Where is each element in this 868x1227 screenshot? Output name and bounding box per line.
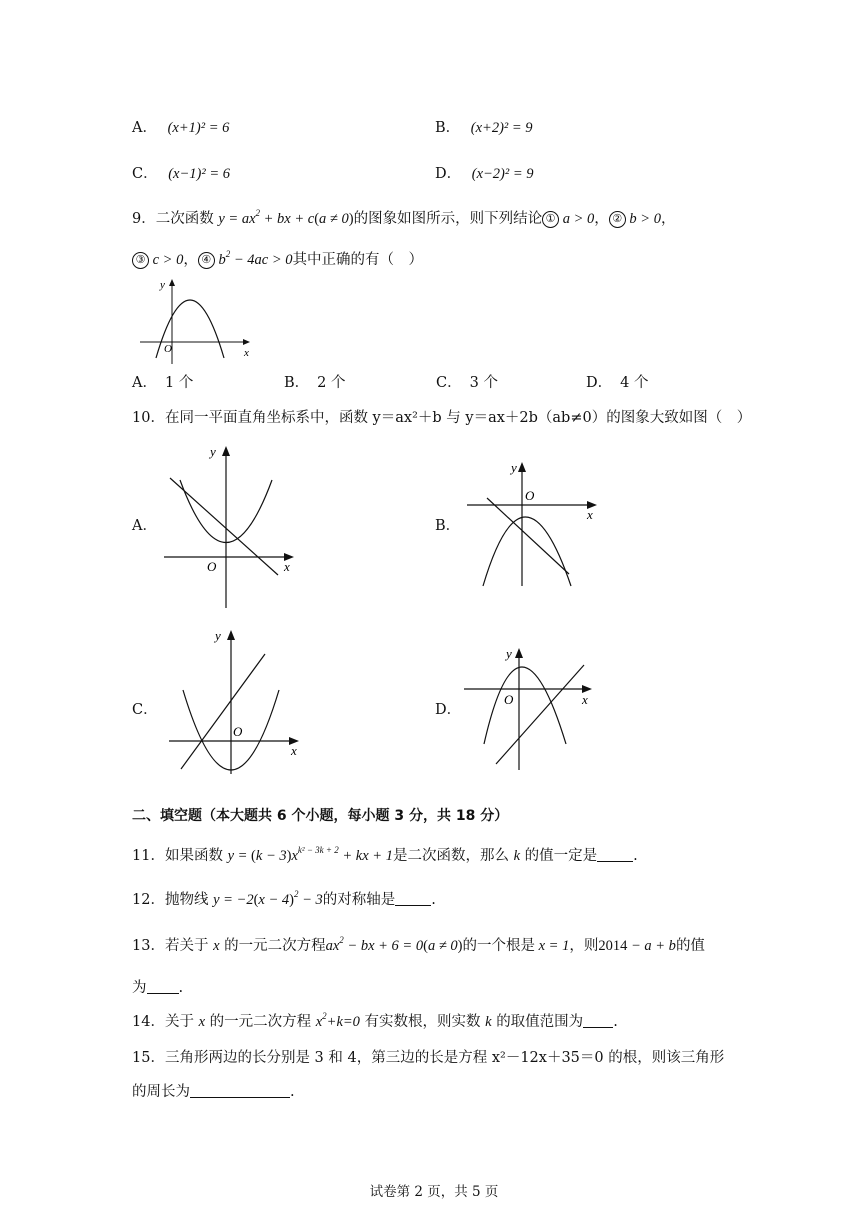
- q10-question: 10．在同一平面直角坐标系中，函数 y＝ax²＋b 与 y＝ax＋2b（ab≠0）的图象大致如图（ ）: [132, 410, 752, 426]
- q12-parabola-expression: $y = -2(x - 4)^2 - 3$: [213, 889, 323, 908]
- svg-text:y: y: [506, 646, 512, 661]
- svg-text:y: y: [215, 628, 221, 643]
- q12-answer-blank[interactable]: [395, 891, 431, 906]
- q8-option-d: D． (x−2)² = 9: [435, 166, 534, 182]
- q9-option-b: B． 2 个: [284, 375, 346, 391]
- q9-x-arrow: [243, 339, 250, 345]
- q9-option-d: D． 4 个: [586, 375, 649, 391]
- q14-question: 14．关于 x 的一元二次方程 $x^2+k=0$ 有实数根，则实数 k 的取值范围为 .: [132, 1011, 618, 1030]
- q15-answer-blank[interactable]: [190, 1083, 290, 1098]
- svg-text:x: x: [582, 692, 588, 707]
- svg-text:x: x: [291, 743, 297, 758]
- q9-function-expression: $y = ax^2$ + bx + c(a ≠ 0): [218, 208, 354, 227]
- q8-option-b: B． (x+2)² = 9: [435, 120, 533, 136]
- q10-graph-b: [465, 456, 600, 591]
- q8-option-d-equation: (x−2)² = 9: [471, 166, 534, 182]
- q9-circled-2: ②: [609, 211, 626, 228]
- q9-circled-3: ③: [132, 252, 149, 269]
- q10-text: 在同一平面直角坐标系中，函数 y＝ax²＋b 与 y＝ax＋2b（ab≠0）的图象大致如图（ ）: [164, 410, 752, 426]
- q9-parabola-graph: [138, 276, 258, 366]
- q9-option-c: C． 3 个: [436, 375, 498, 391]
- section-2-title: 二、填空题（本大题共 6 个小题，每小题 3 分，共 18 分）: [132, 808, 509, 824]
- q15-question-line-1: 15．三角形两边的长分别是 3 和 4，第三边的长是方程 x²－12x＋35＝0 的根，则该三角形: [132, 1050, 725, 1066]
- q10-option-b-label: B．: [435, 518, 461, 534]
- q8-option-a-equation: (x+1)² = 6: [167, 120, 230, 136]
- q8-option-c: C． (x−1)² = 6: [132, 166, 230, 182]
- q8-option-c-equation: (x−1)² = 6: [168, 166, 230, 182]
- q14-answer-blank[interactable]: [583, 1013, 613, 1028]
- svg-text:O: O: [207, 559, 217, 574]
- q10-graph-c: [165, 624, 305, 774]
- q11-question: 11．如果函数 $y = (k - 3)x^{k^2 - 3k + 2}$ + kx + 1是二次函数，那么 k 的值一定是 .: [132, 845, 638, 864]
- svg-text:y: y: [210, 444, 216, 459]
- q9-circled-1: ①: [542, 211, 559, 228]
- q10-option-a-label: A．: [132, 518, 157, 534]
- q9-option-a: A． 1 个: [132, 375, 194, 391]
- q12-question: 12．抛物线 $y = -2(x - 4)^2 - 3$的对称轴是 .: [132, 889, 436, 908]
- q9-line-2: ③ c > 0， ④ $b^2 - 4ac > 0$其中正确的有（ ）: [132, 250, 423, 270]
- q8-option-a: A． (x+1)² = 6: [132, 120, 230, 136]
- q10-option-d-label: D．: [435, 702, 462, 718]
- q9-x-label: x: [244, 347, 249, 359]
- q13-equation: $ax^2$ − bx + 6 = 0(a ≠ 0): [325, 935, 463, 954]
- q11-function-expression: $y = (k - 3)x^{k^2 - 3k + 2}$ + kx + 1: [227, 845, 393, 864]
- q10-graph-a: [160, 440, 300, 610]
- q10-option-c-label: C．: [132, 702, 158, 718]
- q13-answer-blank[interactable]: [147, 979, 179, 994]
- q10-graph-d: [462, 642, 597, 772]
- q13-question-line-2: 为 .: [132, 980, 184, 996]
- q9-origin-label: O: [164, 343, 172, 355]
- svg-text:O: O: [525, 488, 535, 503]
- page-footer: 试卷第 2 页，共 5 页: [369, 1184, 499, 1200]
- svg-text:y: y: [511, 460, 517, 475]
- q9-line-1: 9．二次函数 $y = ax^2$ + bx + c(a ≠ 0)的图象如图所示，则下列结论 ① a > 0， ② b > 0，: [132, 208, 676, 227]
- svg-text:x: x: [587, 507, 593, 522]
- q14-equation: $x^2+k=0$: [315, 1011, 360, 1030]
- q9-circled-4: ④: [198, 252, 215, 269]
- q8-option-b-equation: (x+2)² = 9: [470, 120, 533, 136]
- q9-y-arrow: [169, 279, 175, 286]
- q11-answer-blank[interactable]: [597, 847, 633, 862]
- q9-y-label: y: [160, 279, 165, 291]
- svg-text:x: x: [284, 559, 290, 574]
- q13-question-line-1: 13．若关于 x 的一元二次方程$ax^2$ − bx + 6 = 0(a ≠ 0)的一个根是 x = 1，则2014 − a + b的值: [132, 935, 705, 954]
- svg-text:O: O: [233, 724, 243, 739]
- svg-text:O: O: [504, 692, 514, 707]
- q15-question-line-2: 的周长为 .: [132, 1084, 295, 1100]
